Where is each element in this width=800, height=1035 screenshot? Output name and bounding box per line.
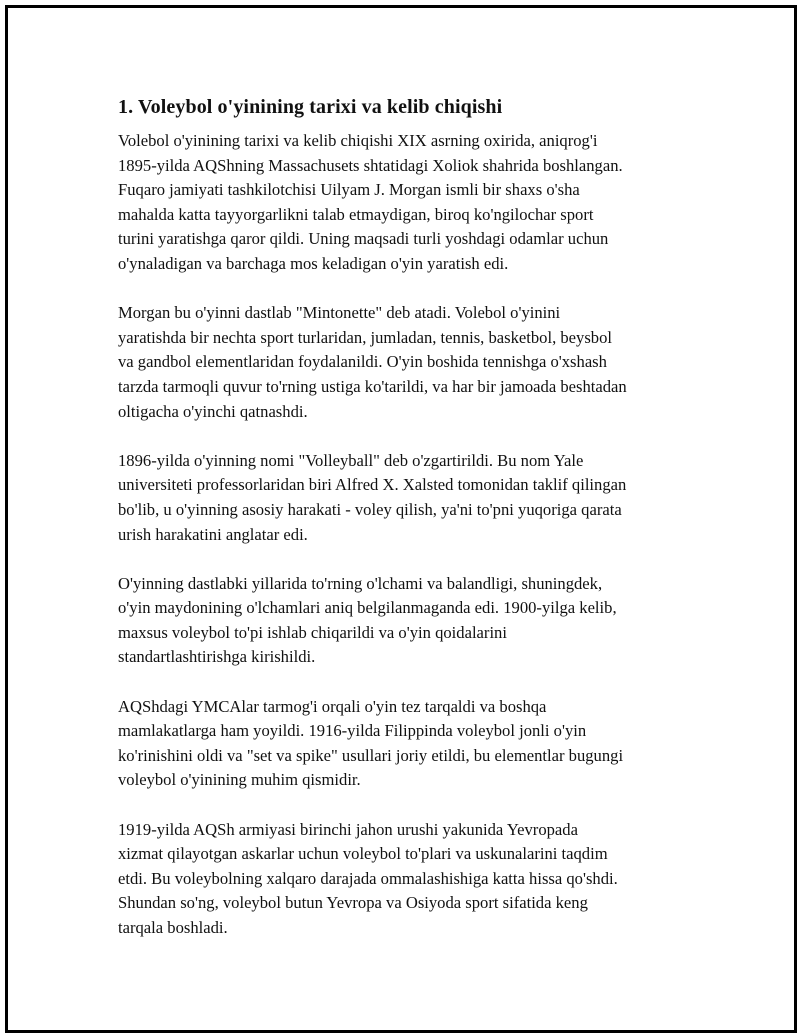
text-line: turini yaratishga qaror qildi. Uning maqsadi turli yoshdagi odamlar uchun [118,229,609,249]
text-line: urish harakatini anglatar edi. [118,524,308,544]
paragraph-1 [118,129,688,277]
text-line: maxsus voleybol to'pi ishlab chiqarildi va o'yin qoidalarini [118,622,507,642]
text-line: Morgan bu o'yinni dastlab "Mintonette" deb atadi. Volebol o'yinini [118,303,561,323]
text-line: va gandbol elementlaridan foydalanildi. O'yin boshida tennishga o'xshash [118,352,607,372]
text-line: o'ynaladigan va barchaga mos keladigan o'yin yaratish edi. [118,253,509,273]
text-line: Fuqaro jamiyati tashkilotchisi Uilyam J. Morgan ismli bir shaxs o'sha [118,180,580,200]
text-line: 1919-yilda AQSh armiyasi birinchi jahon urushi yakunida Yevropada [118,819,578,839]
paragraph-5 [118,695,688,793]
text-line: xizmat qilayotgan askarlar uchun voleybol to'plari va uskunalarini taqdim [118,844,608,864]
text-line: etdi. Bu voleybolning xalqaro darajada ommalashishiga katta hissa qo'shdi. [118,868,618,888]
text-line: Volebol o'yinining tarixi va kelib chiqishi XIX asrning oxirida, aniqrog'i [118,131,598,150]
text-line: mahalda katta tayyorgarlikni talab etmaydigan, biroq ko'ngilochar sport [118,204,594,224]
text-line: tarqala boshladi. [118,918,228,937]
paragraph-4 [118,572,688,670]
text-line: ko'rinishini oldi va "set va spike" usullari joriy etildi, bu elementlar bugungi [118,745,624,765]
text-line: AQShdagi YMCAlar tarmog'i orqali o'yin tez tarqaldi va boshqa [118,696,547,716]
paragraph-2 [118,301,688,424]
text-line: O'yinning dastlabki yillarida to'rning o'lchami va balandligi, shuningdek, [118,573,603,593]
document-content [118,94,688,965]
text-line: o'yin maydonining o'lchamlari aniq belgilanmaganda edi. 1900-yilga kelib, [118,598,617,618]
text-line: 1896-yilda o'yinning nomi "Volleyball" deb o'zgartirildi. Bu nom Yale [118,450,584,470]
paragraph-3 [118,449,688,547]
text-line: tarzda tarmoqli quvur to'rning ustiga ko'tarildi, va har bir jamoada beshtadan [118,376,627,396]
paragraph-6 [118,818,688,941]
text-line: bo'lib, u o'yinning asosiy harakati - voley qilish, ya'ni to'pni yuqoriga qarata [118,499,622,519]
text-line: standartlashtirishga kirishildi. [118,647,316,667]
text-line: oltigacha o'yinchi qatnashdi. [118,401,308,421]
section-heading: 1. Voleybol o'yinining tarixi va kelib chiqishi [118,96,503,118]
text-line: voleybol o'yinining muhim qismidir. [118,770,361,790]
text-line: mamlakatlarga ham yoyildi. 1916-yilda Filippinda voleybol jonli o'yin [118,721,587,741]
text-line: universiteti professorlaridan biri Alfred X. Xalsted tomonidan taklif qilingan [118,475,627,495]
text-line: yaratishda bir nechta sport turlaridan, jumladan, tennis, basketbol, beysbol [118,327,612,347]
text-line: Shundan so'ng, voleybol butun Yevropa va Osiyoda sport sifatida keng [118,893,588,913]
text-line: 1895-yilda AQShning Massachusets shtatidagi Xoliok shahrida boshlangan. [118,155,623,175]
